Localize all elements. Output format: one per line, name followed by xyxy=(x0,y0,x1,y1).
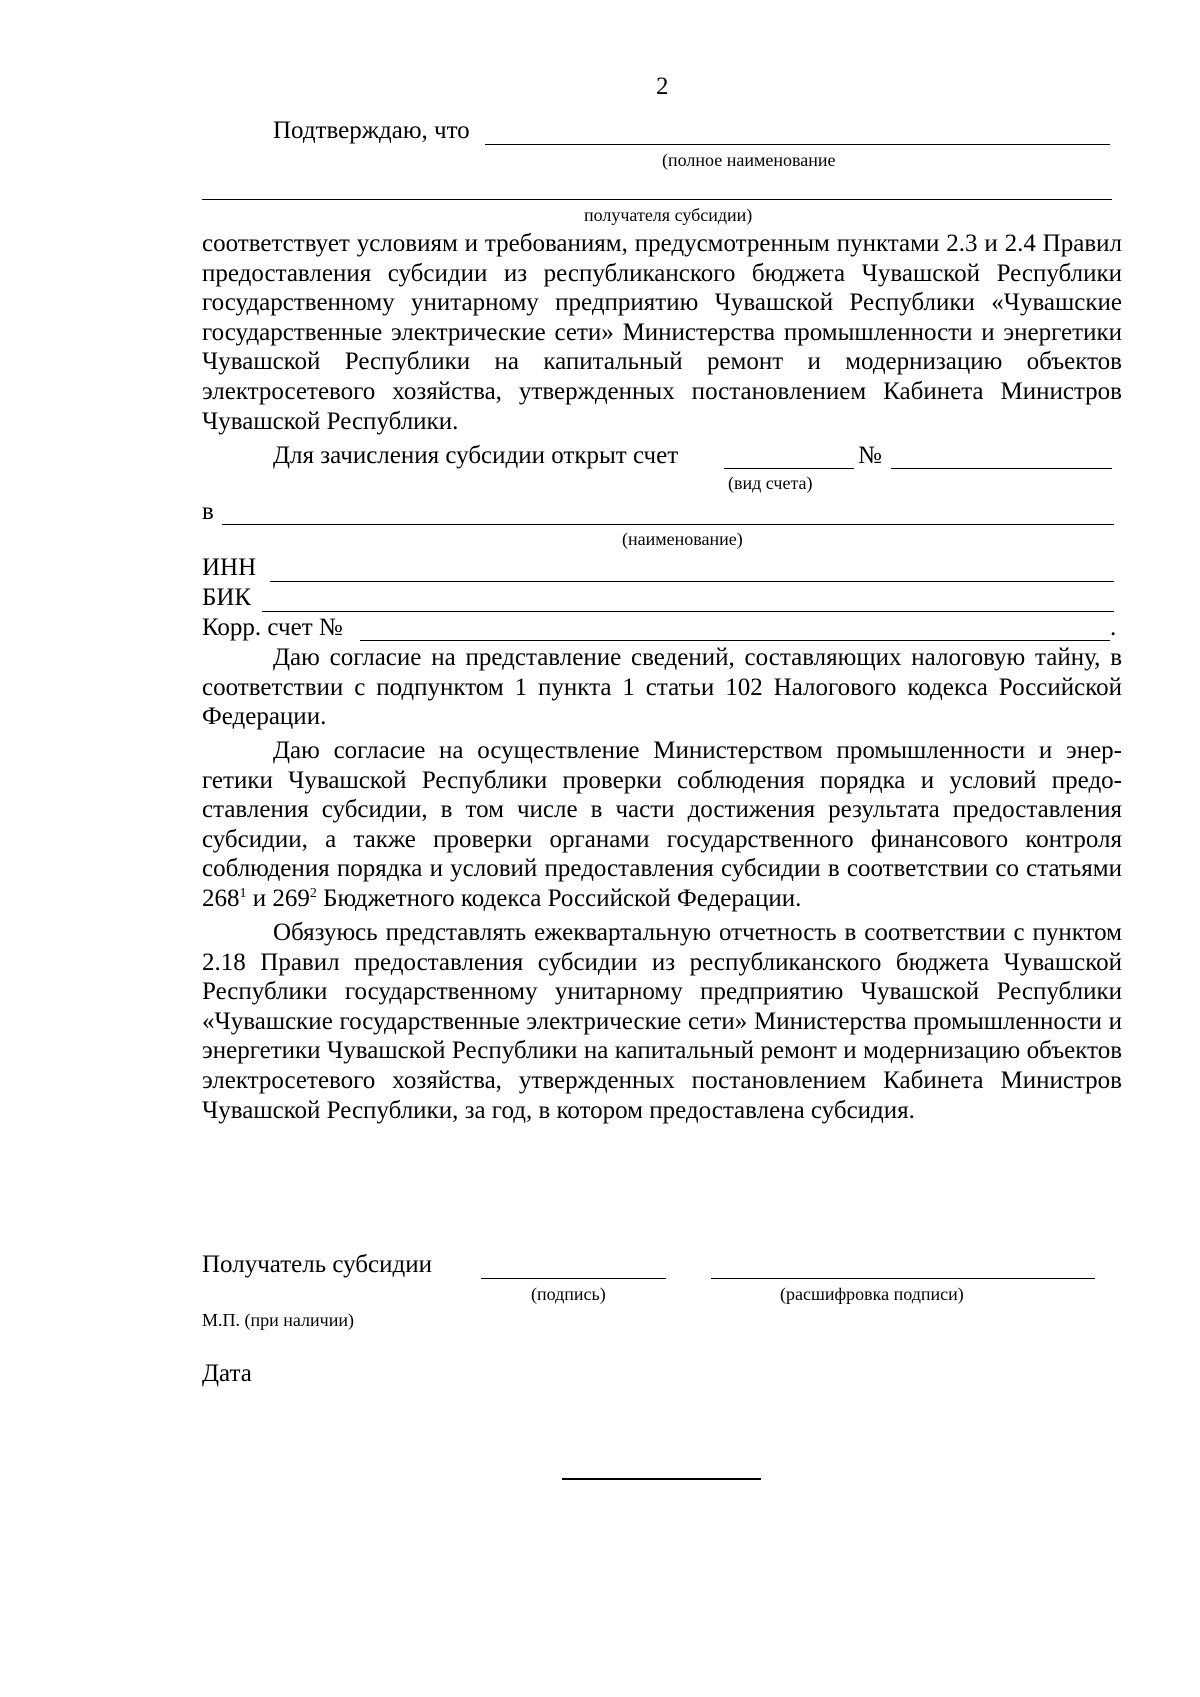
signature-line[interactable] xyxy=(481,1278,666,1279)
corr-account-label: Корр. счет № xyxy=(202,614,343,641)
bank-in-label: в xyxy=(202,498,214,525)
account-label: Для зачисления субсидии открыт счет xyxy=(273,442,679,469)
signature-decode-line[interactable] xyxy=(711,1278,1095,1279)
recipient-caption-bottom: получателя субсидии) xyxy=(584,205,753,225)
date-label: Дата xyxy=(202,1360,252,1387)
bank-name-caption: (наименование) xyxy=(622,529,743,549)
paragraph-inspection-tail: Бюджетного кодекса Российской Федерации. xyxy=(316,884,802,912)
confirm-label: Подтверждаю, что xyxy=(273,117,470,144)
article-268-sup: 1 xyxy=(239,885,247,901)
account-type-line[interactable] xyxy=(724,468,854,469)
article-268: 268 xyxy=(202,884,240,912)
bik-line[interactable] xyxy=(262,611,1114,612)
paragraph-inspection-consent xyxy=(202,736,1122,914)
signature-decode-caption: (расшифровка подписи) xyxy=(780,1284,964,1304)
paragraph-conditions: соответствует условиям и требованиям, предусмотренным пунктами 2.3 и 2.4 Правил предоставления субсидии из республиканского бюджета Чувашской Республики государственному унитарному предприятию Чувашской Республики «Чувашские государственные электрические сети» Министерства промышленности и энергетики Чувашской Республики на капитальный ремонт и модернизацию объектов электросетевого хозяйства, утвержденных постановлением Кабинета Министров Чувашской Республики. xyxy=(202,230,1122,435)
recipient-name-line[interactable] xyxy=(485,144,1110,145)
account-number-line[interactable] xyxy=(891,468,1112,469)
article-269-sup: 2 xyxy=(309,885,317,901)
paragraph-tax-consent: Даю согласие на представление сведений, составляющих налоговую тайну, в соответствии с подпунктом 1 пункта 1 статьи 102 Налогового кодекса Российской Федерации. xyxy=(202,644,1122,731)
paragraph-inspection-text: Даю согласие на осуществление Министерством промышленности и энергетики Чувашской Республики проверки соблюдения порядка и условий предоставления субсидии, в том числе в части достижения результата предоставления субсидии, а также проверки органами государственного финансового контроля соблюдения порядка и условий предоставления субсидии в соответствии со статьями xyxy=(202,737,1122,883)
stamp-label: М.П. (при наличии) xyxy=(202,1310,354,1330)
account-number-sign: № xyxy=(858,442,882,469)
article-269: 269 xyxy=(272,884,310,912)
and-word: и xyxy=(246,884,273,912)
closing-rule xyxy=(562,1478,761,1480)
signature-caption: (подпись) xyxy=(531,1284,606,1304)
inn-label: ИНН xyxy=(202,554,257,581)
recipient-name-line-2[interactable] xyxy=(202,199,1112,200)
bank-name-line[interactable] xyxy=(222,524,1114,525)
account-type-caption: (вид счета) xyxy=(728,473,813,493)
paragraph-reporting-obligation: Обязуюсь представлять ежеквартальную отчетность в соответствии с пунктом 2.18 Правил предоставления субсидии из республиканского бюджета Чувашской Республики государственному унитарному предприятию Чувашской Республики «Чувашские государственные электрические сети» Министерства промышленности и энергетики Чувашской Республики на капитальный ремонт и модернизацию объектов электросетевого хозяйства, утвержденных постановлением Кабинета Министров Чувашской Республики, за год, в котором предоставлена субсидия. xyxy=(202,919,1122,1124)
inn-line[interactable] xyxy=(270,581,1114,582)
bik-label: БИК xyxy=(202,584,252,611)
recipient-name-caption: (полное наименование xyxy=(662,150,836,170)
corr-account-line[interactable] xyxy=(360,640,1110,641)
corr-account-end: . xyxy=(1110,614,1117,641)
page-number: 2 xyxy=(656,73,669,100)
recipient-label: Получатель субсидии xyxy=(202,1251,432,1278)
